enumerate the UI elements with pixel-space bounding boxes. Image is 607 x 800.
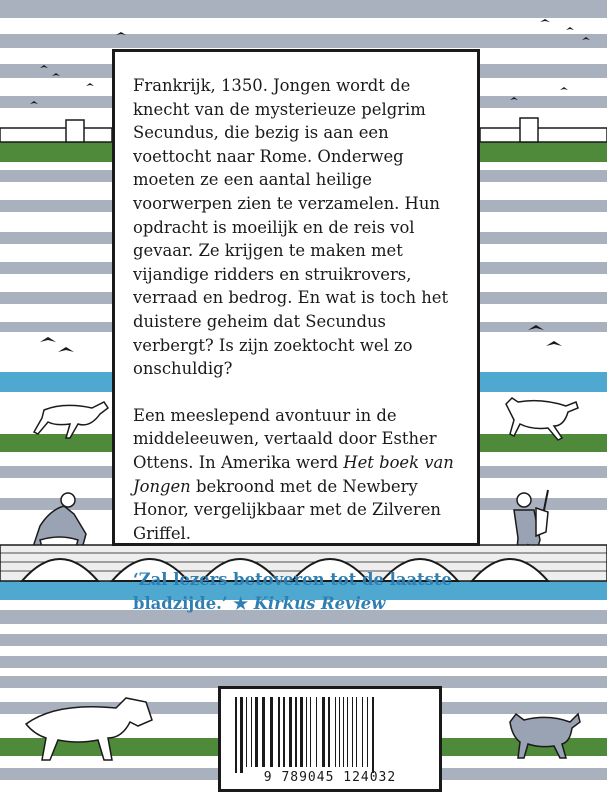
barcode-bar <box>339 697 340 767</box>
blurb-text: Een meeslepend avontuur in de middeleeuwen, vertaald door Esther Ottens. In Amerika werd <box>133 405 437 472</box>
city-wall-right <box>480 118 607 142</box>
barcode-bar <box>356 697 357 767</box>
barcode-bar <box>251 697 252 767</box>
bird <box>528 325 544 330</box>
barcode-bar <box>310 697 311 767</box>
barcode-bar <box>316 697 317 767</box>
barcode-bar <box>322 697 325 767</box>
barcode-bar <box>367 697 368 767</box>
barcode-bar <box>278 697 280 767</box>
barcode-bar <box>343 697 344 767</box>
bird <box>560 87 568 90</box>
quote-text: ‘Zal lezers betoveren tot de laatste bladzijde.’ <box>133 570 452 613</box>
barcode-box <box>218 686 442 792</box>
barcode-bar <box>306 697 307 767</box>
blurb-paragraph-1 <box>133 74 459 381</box>
bird <box>566 27 574 30</box>
barcode-bar <box>295 697 297 767</box>
bird <box>510 97 518 100</box>
blurb-text: Jongen wordt de knecht van de mysterieuze pelgrim Secundus, die bezig is aan een voettocht naar Rome. Onderweg moeten ze een aantal heilige voorwerpen zien te verzamelen. Hun opdracht is moeilijk en de reis vol gevaar. Ze krijgen te maken met vijandige ridders en struikrovers, verraad en bedrog. En wat is toch het duistere geheim dat Secundus verbergt? Is zijn zoektocht wel zo onschuldig? <box>133 76 449 379</box>
review-quote <box>133 568 459 615</box>
hound-left <box>34 402 108 438</box>
blurb-lead: Frankrijk, 1350. <box>133 76 268 95</box>
hound-right <box>506 398 578 440</box>
star-icon: ★ <box>233 593 248 613</box>
barcode-bar <box>372 697 374 773</box>
barcode-bar <box>270 697 273 767</box>
barcode-bar <box>235 697 237 773</box>
bird <box>540 19 550 22</box>
barcode-bar <box>362 697 363 767</box>
barcode-bar <box>328 697 330 767</box>
bird <box>52 73 60 76</box>
barcode-bar <box>289 697 292 767</box>
bird <box>40 337 56 342</box>
barcode-bar <box>255 697 258 767</box>
bird <box>582 37 590 40</box>
bird <box>116 32 126 35</box>
blurb-paragraph-2 <box>133 404 459 546</box>
barcode-bar <box>347 697 348 767</box>
city-wall-left <box>0 120 112 142</box>
dog-bottom-right <box>510 714 580 758</box>
barcode-bar <box>246 697 247 767</box>
dog-bottom-left <box>26 698 152 760</box>
bird <box>546 341 562 346</box>
barcode-bar <box>283 697 285 767</box>
barcode-bar <box>262 697 265 767</box>
bird <box>58 347 74 352</box>
quote-source: Kirkus Review <box>253 593 386 613</box>
barcode-bar <box>352 697 353 767</box>
bird <box>30 101 38 104</box>
barcode-bar <box>300 697 303 767</box>
isbn-number: 9 789045 124032 <box>263 770 397 785</box>
bird <box>86 83 94 86</box>
barcode-bar <box>335 697 336 767</box>
book-title: Het boek van Jongen <box>133 452 454 496</box>
barcode-bar <box>240 697 243 773</box>
blurb-box <box>112 49 480 613</box>
blurb-text: bekroond met de Newbery Honor, vergelijkbaar met de Zilveren Griffel. <box>133 476 441 543</box>
bird <box>40 65 48 68</box>
